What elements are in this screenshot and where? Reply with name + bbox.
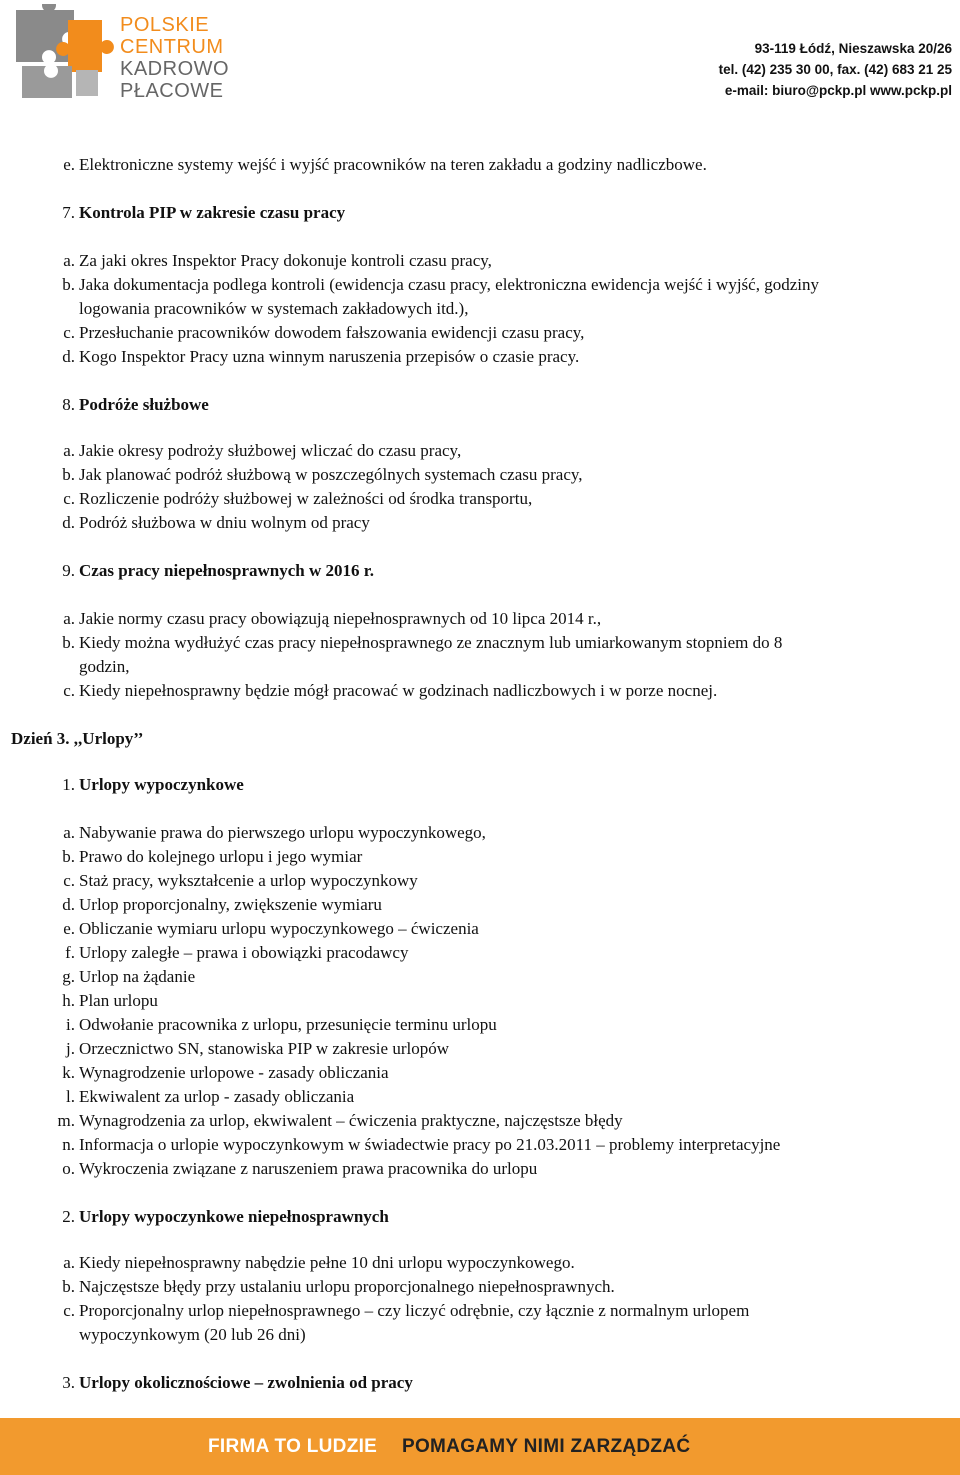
item-text: Kontrola PIP w zakresie czasu pracy <box>79 203 346 222</box>
logo-line-2: CENTRUM <box>120 36 224 58</box>
list-marker: m. <box>57 1111 75 1130</box>
item-text: Podróże służbowe <box>79 395 209 414</box>
list-marker: f. <box>65 943 75 962</box>
item-text: Jak planować podróż służbową w poszczególnych systemach czasu pracy, <box>79 465 583 484</box>
list-marker: g. <box>62 967 75 986</box>
list-marker: a. <box>63 251 75 270</box>
item-text: Kiedy niepełnosprawny będzie mógł pracować w godzinach nadliczbowych i w porze nocnej. <box>79 681 718 700</box>
list-marker: i. <box>66 1015 75 1034</box>
list-marker: 2. <box>62 1207 75 1226</box>
item-text: Urlopy okolicznościowe – zwolnienia od pracy <box>79 1373 413 1392</box>
item-text: Urlopy wypoczynkowe <box>79 775 244 794</box>
item-text: Kogo Inspektor Pracy uzna winnym naruszenia przepisów o czasie pracy. <box>79 347 580 366</box>
list-marker: e. <box>63 155 75 174</box>
list-marker: b. <box>62 1277 75 1296</box>
list-marker: o. <box>62 1159 75 1178</box>
logo-line-1: POLSKIE <box>120 14 210 36</box>
item-text: Za jaki okres Inspektor Pracy dokonuje kontroli czasu pracy, <box>79 251 492 270</box>
item-text: Nabywanie prawa do pierwszego urlopu wypoczynkowego, <box>79 823 486 842</box>
list-marker: d. <box>62 347 75 366</box>
item-text: Jakie normy czasu pracy obowiązują niepełnosprawnych od 10 lipca 2014 r., <box>79 609 602 628</box>
item-text: Wynagrodzenia za urlop, ekwiwalent – ćwiczenia praktyczne, najczęstsze błędy <box>79 1111 623 1130</box>
item-text: Informacja o urlopie wypoczynkowym w świadectwie pracy po 21.03.2011 – problemy interpretacyjne <box>79 1135 781 1154</box>
footer-slogan-left: FIRMA TO LUDZIE <box>208 1436 378 1457</box>
item-text: Elektroniczne systemy wejść i wyjść pracowników na teren zakładu a godziny nadliczbowe. <box>79 155 707 174</box>
list-marker: c. <box>63 323 75 342</box>
item-text: Kiedy niepełnosprawny nabędzie pełne 10 dni urlopu wypoczynkowego. <box>79 1253 575 1272</box>
item-text: Podróż służbowa w dniu wolnym od pracy <box>79 513 370 532</box>
list-marker: c. <box>63 1301 75 1320</box>
logo-line-4: PŁACOWE <box>120 80 224 102</box>
phone-text: tel. (42) 235 30 00, fax. (42) 683 21 25 <box>718 62 952 77</box>
item-text: Kiedy można wydłużyć czas pracy niepełnosprawnego ze znacznym lub umiarkowanym stopniem do 8 <box>79 633 783 652</box>
list-marker: 9. <box>62 561 75 580</box>
list-marker: b. <box>62 633 75 652</box>
list-marker: a. <box>63 609 75 628</box>
item-text: Wykroczenia związane z naruszeniem prawa pracownika do urlopu <box>79 1159 538 1178</box>
list-marker: h. <box>62 991 75 1010</box>
item-text: Jaka dokumentacja podlega kontroli (ewidencja czasu pracy, elektroniczna ewidencja wejść i wyjść, godziny <box>79 275 819 294</box>
heading-text: Dzień 3. ,,Urlopy’’ <box>11 729 144 748</box>
address-text: 93-119 Łódź, Nieszawska 20/26 <box>754 41 952 56</box>
item-text: Staż pracy, wykształcenie a urlop wypoczynkowy <box>79 871 418 890</box>
list-marker: n. <box>62 1135 75 1154</box>
company-logo <box>8 4 238 104</box>
contact-block <box>719 38 952 101</box>
list-marker: c. <box>63 489 75 508</box>
item-text: Urlop na żądanie <box>79 967 196 986</box>
list-marker: c. <box>63 681 75 700</box>
email-web-text: e-mail: biuro@pckp.pl www.pckp.pl <box>724 83 952 98</box>
item-text: wypoczynkowym (20 lub 26 dni) <box>79 1325 306 1344</box>
footer-slogan-right: POMAGAMY NIMI ZARZĄDZAĆ <box>402 1436 691 1457</box>
item-text: Odwołanie pracownika z urlopu, przesunięcie terminu urlopu <box>79 1015 497 1034</box>
item-text: Jakie okresy podroży służbowej wliczać do czasu pracy, <box>79 441 462 460</box>
list-marker: a. <box>63 823 75 842</box>
list-marker: l. <box>66 1087 75 1106</box>
item-text: Plan urlopu <box>79 991 158 1010</box>
item-text: Najczęstsze błędy przy ustalaniu urlopu proporcjonalnego niepełnosprawnych. <box>79 1277 615 1296</box>
list-marker: b. <box>62 465 75 484</box>
item-text: Wynagrodzenie urlopowe - zasady obliczania <box>79 1063 389 1082</box>
item-text: Urlopy wypoczynkowe niepełnosprawnych <box>79 1207 389 1226</box>
item-text: logowania pracowników w systemach zakładowych itd.), <box>79 299 469 318</box>
item-text: Prawo do kolejnego urlopu i jego wymiar <box>79 847 363 866</box>
list-marker: e. <box>63 919 75 938</box>
list-marker: 3. <box>62 1373 75 1392</box>
page-header <box>0 0 960 115</box>
item-text: Przesłuchanie pracowników dowodem fałszowania ewidencji czasu pracy, <box>79 323 585 342</box>
item-text: Proporcjonalny urlop niepełnosprawnego – czy liczyć odrębnie, czy łącznie z normalnym urlopem <box>79 1301 750 1320</box>
item-text: Ekwiwalent za urlop - zasady obliczania <box>79 1087 355 1106</box>
list-marker: 1. <box>62 775 75 794</box>
item-text: Orzecznictwo SN, stanowiska PIP w zakresie urlopów <box>79 1039 449 1058</box>
list-marker: b. <box>62 275 75 294</box>
logo-line-3: KADROWO <box>120 58 230 80</box>
list-marker: k. <box>62 1063 75 1082</box>
list-marker: j. <box>66 1039 75 1058</box>
item-text: Urlopy zaległe – prawa i obowiązki pracodawcy <box>79 943 409 962</box>
list-marker: a. <box>63 441 75 460</box>
list-marker: 7. <box>62 203 75 222</box>
list-marker: c. <box>63 871 75 890</box>
puzzle-logo-icon <box>8 4 118 104</box>
list-marker: d. <box>62 895 75 914</box>
item-text: godzin, <box>79 657 130 676</box>
list-marker: d. <box>62 513 75 532</box>
list-marker: 8. <box>62 395 75 414</box>
item-text: Rozliczenie podróży służbowej w zależności od środka transportu, <box>79 489 533 508</box>
item-text: Czas pracy niepełnosprawnych w 2016 r. <box>79 561 374 580</box>
list-marker: b. <box>62 847 75 866</box>
item-text: Urlop proporcjonalny, zwiększenie wymiaru <box>79 895 382 914</box>
item-text: Obliczanie wymiaru urlopu wypoczynkowego – ćwiczenia <box>79 919 479 938</box>
list-marker: a. <box>63 1253 75 1272</box>
footer-banner <box>0 1418 960 1475</box>
